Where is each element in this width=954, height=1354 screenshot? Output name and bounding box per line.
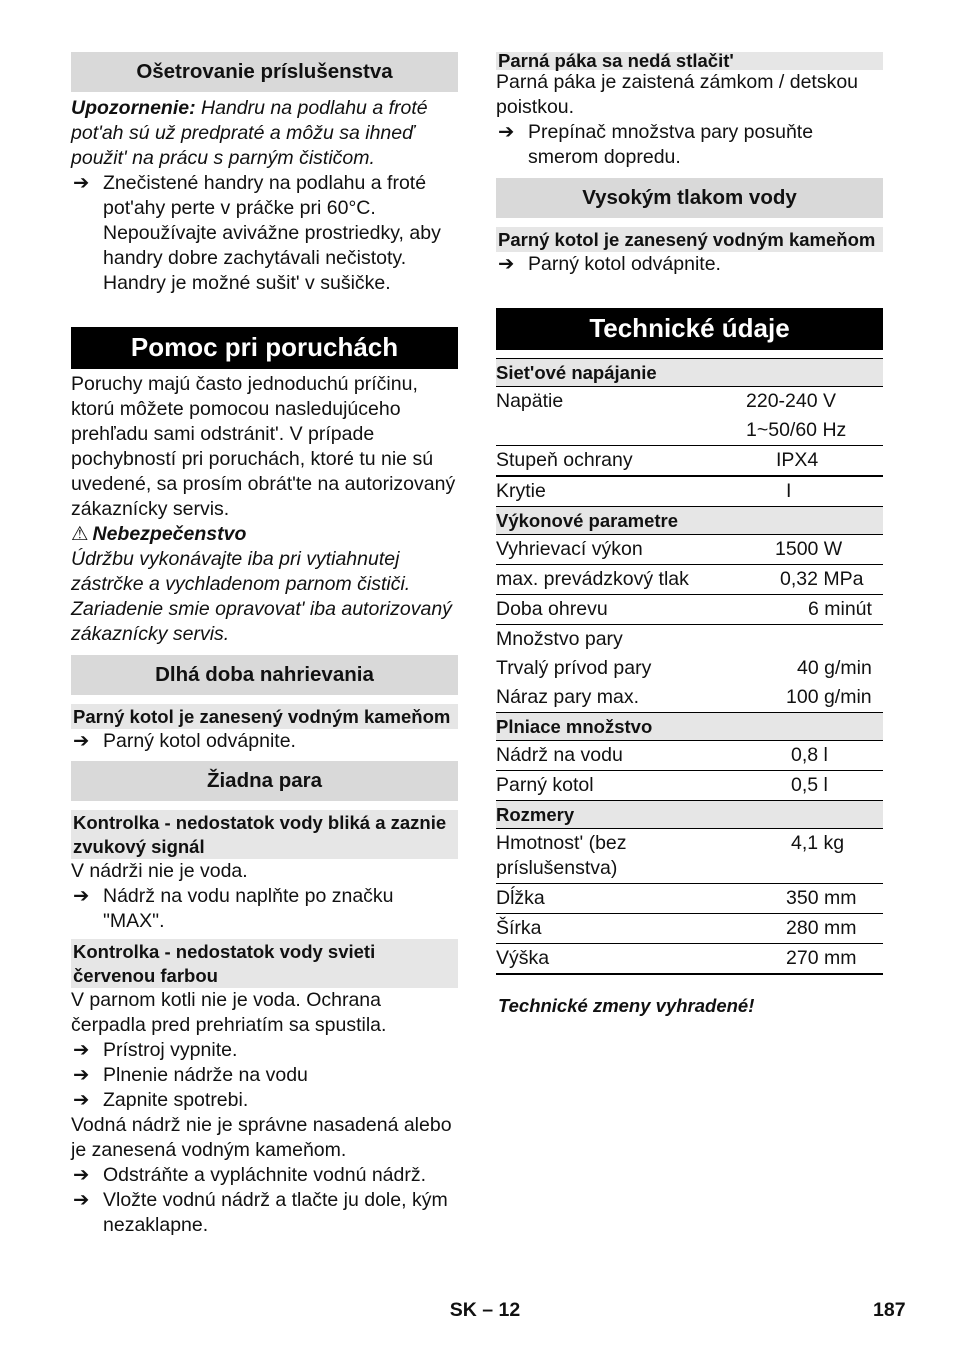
arrow-icon: ➔ bbox=[73, 1064, 90, 1086]
arrow-icon: ➔ bbox=[73, 1039, 90, 1061]
no-steam-heading: Žiadna para bbox=[71, 761, 458, 801]
right-column bbox=[496, 52, 883, 1018]
table-group-row bbox=[496, 359, 883, 387]
arrow-icon: ➔ bbox=[73, 1189, 90, 1211]
footer-section-label: SK – 12 bbox=[449, 1299, 521, 1321]
accessories-heading: Ošetrovanie príslušenstva bbox=[71, 52, 458, 92]
row-label: Krytie bbox=[496, 480, 546, 502]
row-value: 0,8 l bbox=[744, 741, 883, 771]
accessories-note bbox=[71, 96, 458, 171]
list-item bbox=[71, 1188, 458, 1238]
row-value: 1500 W bbox=[744, 535, 883, 565]
group-label: Siet'ové napájanie bbox=[496, 359, 883, 387]
table-row bbox=[496, 944, 883, 975]
table-row bbox=[496, 829, 883, 884]
arrow-icon: ➔ bbox=[73, 172, 90, 194]
arrow-icon: ➔ bbox=[498, 121, 515, 143]
arrow-icon: ➔ bbox=[73, 885, 90, 907]
no-steam-sub2-text: V parnom kotli nie je voda. Ochrana čerpadla pred prehriatím sa spustila. bbox=[71, 989, 387, 1036]
long-heat-subheading: Parný kotol je zanesený vodným kameňom bbox=[71, 704, 458, 729]
bullet-text: Plnenie nádrže na vodu bbox=[103, 1064, 308, 1086]
list-item bbox=[71, 884, 458, 934]
table-row bbox=[496, 595, 883, 625]
left-column bbox=[71, 52, 458, 1238]
bullet-text: Prepínač množstva pary posuňte smerom dopredu. bbox=[528, 121, 814, 168]
list-item bbox=[71, 1063, 458, 1088]
warning-text: Údržbu vykonávajte iba pri vytiahnutej zástrčke a vychladenom parnom čističi. Zariadenie smie opravovat' iba autorizovaný zákaznícky servis. bbox=[71, 548, 452, 645]
no-steam-sub2-text2: Vodná nádrž nie je správne nasadená alebo je zanesená vodným kameňom. bbox=[71, 1114, 452, 1161]
bullet-text: Nádrž na vodu naplňte po značku "MAX". bbox=[103, 885, 394, 932]
row-value: 40 g/min bbox=[797, 657, 872, 679]
row-value: 280 mm bbox=[744, 914, 883, 944]
row-label: Doba ohrevu bbox=[496, 595, 744, 625]
tech-changes-note: Technické zmeny vyhradené! bbox=[498, 995, 755, 1016]
row-label: Výška bbox=[496, 944, 744, 975]
row-value: 220-240 V bbox=[746, 390, 836, 412]
list-item bbox=[71, 171, 458, 296]
table-row bbox=[496, 565, 883, 595]
row-label: Náraz pary max. bbox=[496, 686, 640, 708]
row-value: I bbox=[786, 480, 792, 502]
lever-subheading: Parná páka sa nedá stlačit' bbox=[496, 52, 883, 70]
list-item bbox=[496, 120, 883, 170]
note-text: Handru na podlahu a froté pot'ah sú už predpraté a môžu sa ihneď použit' na prácu s parným čističom. bbox=[71, 97, 428, 169]
high-pressure-subheading: Parný kotol je zanesený vodným kameňom bbox=[496, 227, 883, 252]
row-label: max. prevádzkový tlak bbox=[496, 565, 744, 595]
arrow-icon: ➔ bbox=[73, 730, 90, 752]
list-item bbox=[71, 1038, 458, 1063]
bullet-text: Vložte vodnú nádrž a tlačte ju dole, kým nezaklapne. bbox=[103, 1189, 448, 1236]
table-row bbox=[496, 654, 883, 683]
long-heat-heading: Dlhá doba nahrievania bbox=[71, 655, 458, 695]
no-steam-sub1-text: V nádrži nie je voda. bbox=[71, 860, 248, 882]
lever-text: Parná páka je zaistená zámkom / detskou poistkou. bbox=[496, 71, 859, 118]
row-label: Šírka bbox=[496, 914, 744, 944]
table-group-row bbox=[496, 713, 883, 741]
row-value: 6 minút bbox=[744, 595, 883, 625]
row-label: Stupeň ochrany bbox=[496, 446, 744, 477]
table-row bbox=[496, 476, 883, 507]
troubleshooting-intro: Poruchy majú často jednoduchú príčinu, ktorú môžete pomocou nasledujúceho prehľadu sami odstránit'. V prípade pochybností pri poruchách, ktoré tu nie sú uvedené, sa prosím obrát'te na autorizovaný zákaznícky servis. bbox=[71, 373, 456, 520]
row-value: 4,1 kg bbox=[744, 829, 883, 884]
table-row bbox=[496, 683, 883, 713]
bullet-text: Parný kotol odvápnite. bbox=[528, 253, 721, 275]
table-row bbox=[496, 535, 883, 565]
list-item bbox=[496, 252, 883, 277]
bullet-text: Parný kotol odvápnite. bbox=[103, 730, 296, 752]
row-label: Dĺžka bbox=[496, 884, 744, 914]
warning-triangle-icon: ⚠ bbox=[71, 523, 89, 545]
table-row bbox=[496, 625, 883, 655]
warning-title bbox=[71, 522, 458, 547]
list-item bbox=[71, 1088, 458, 1113]
list-item bbox=[71, 729, 458, 754]
row-value: 1~50/60 Hz bbox=[744, 416, 883, 446]
troubleshooting-heading: Pomoc pri poruchách bbox=[71, 327, 458, 369]
row-label: Napätie bbox=[496, 390, 564, 412]
row-value: 0,32 MPa bbox=[744, 565, 883, 595]
page-number: 187 bbox=[873, 1299, 906, 1321]
table-row bbox=[496, 387, 883, 417]
arrow-icon: ➔ bbox=[73, 1164, 90, 1186]
row-label: Vyhrievací výkon bbox=[496, 535, 744, 565]
table-row bbox=[496, 884, 883, 914]
table-group-row bbox=[496, 507, 883, 535]
table-row bbox=[496, 446, 883, 477]
table-row bbox=[496, 416, 883, 446]
list-item bbox=[71, 1163, 458, 1188]
high-pressure-heading: Vysokým tlakom vody bbox=[496, 178, 883, 218]
row-label: Parný kotol bbox=[496, 774, 594, 796]
row-value: IPX4 bbox=[744, 446, 883, 477]
table-row bbox=[496, 741, 883, 771]
group-label: Rozmery bbox=[496, 801, 883, 829]
table-row bbox=[496, 771, 883, 801]
tech-data-heading: Technické údaje bbox=[496, 308, 883, 350]
row-value: 100 g/min bbox=[786, 686, 872, 708]
arrow-icon: ➔ bbox=[73, 1089, 90, 1111]
arrow-icon: ➔ bbox=[498, 253, 515, 275]
row-label: Nádrž na vodu bbox=[496, 741, 744, 771]
warning-title-text: Nebezpečenstvo bbox=[92, 523, 247, 545]
row-label: Trvalý prívod pary bbox=[496, 657, 652, 679]
group-label: Výkonové parametre bbox=[496, 507, 883, 535]
table-row bbox=[496, 914, 883, 944]
row-value: 0,5 l bbox=[791, 774, 828, 796]
group-label: Plniace množstvo bbox=[496, 713, 883, 741]
tech-data-table bbox=[496, 358, 883, 975]
row-label: Hmotnost' (bez príslušenstva) bbox=[496, 829, 744, 884]
bullet-text: Znečistené handry na podlahu a froté pot'ahy perte v práčke pri 60°C. Nepoužívajte avivážne prostriedky, aby handry dobre zachytávali nečistoty. Handry je možné sušit' v sušičke. bbox=[103, 172, 441, 294]
bullet-text: Prístroj vypnite. bbox=[103, 1039, 238, 1061]
row-label: Množstvo pary bbox=[496, 628, 623, 650]
bullet-text: Zapnite spotrebi. bbox=[103, 1089, 249, 1111]
row-value: 270 mm bbox=[744, 944, 883, 975]
no-steam-sub2: Kontrolka - nedostatok vody svieti červenou farbou bbox=[71, 939, 458, 988]
no-steam-sub1: Kontrolka - nedostatok vody bliká a zaznie zvukový signál bbox=[71, 810, 458, 859]
bullet-text: Odstráňte a vypláchnite vodnú nádrž. bbox=[103, 1164, 427, 1186]
row-value: 350 mm bbox=[744, 884, 883, 914]
note-label: Upozornenie: bbox=[71, 97, 196, 119]
table-group-row bbox=[496, 801, 883, 829]
